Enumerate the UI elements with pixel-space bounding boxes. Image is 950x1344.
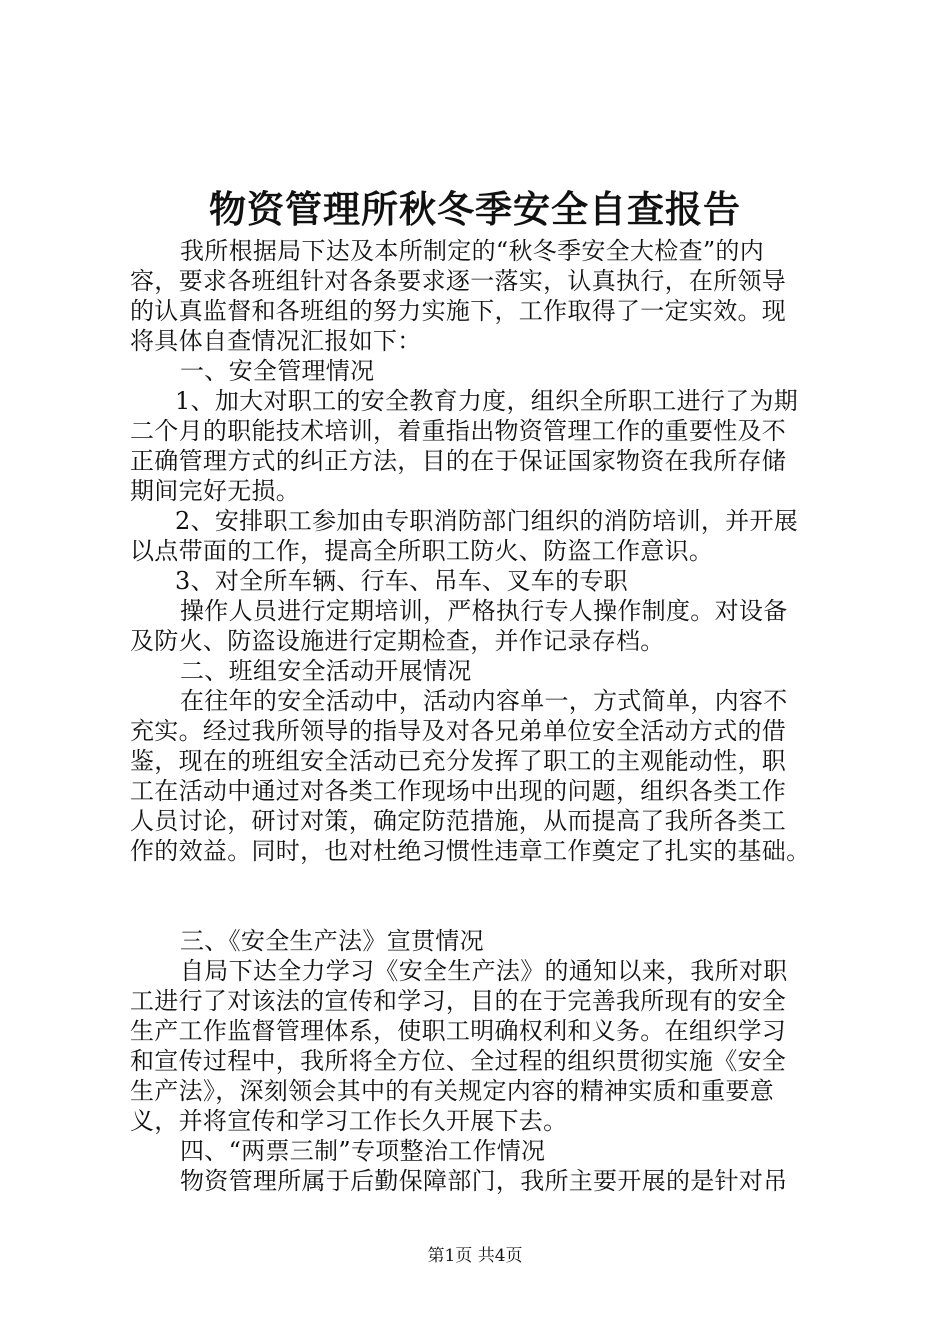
body-line: 将具体自查情况汇报如下：	[130, 327, 422, 355]
body-line: 期间完好无损。	[130, 477, 301, 505]
body-line: 自局下达全力学习《安全生产法》的通知以来，我所对职	[180, 957, 788, 985]
section-heading: 四、“两票三制”专项整治工作情况	[180, 1137, 546, 1165]
body-line: 容，要求各班组针对各条要求逐一落实，认真执行，在所领导	[130, 267, 787, 295]
body-line: 人员讨论，研讨对策，确定防范措施，从而提高了我所各类工	[130, 807, 787, 835]
body-line: 的认真监督和各班组的努力实施下，工作取得了一定实效。现	[130, 297, 787, 325]
body-line: 和宣传过程中，我所将全方位、全过程的组织贯彻实施《安全	[130, 1047, 787, 1075]
body-line: 我所根据局下达及本所制定的“秋冬季安全大检查”的内	[180, 237, 765, 265]
body-line: 生产法》，深刻领会其中的有关规定内容的精神实质和重要意	[130, 1077, 775, 1105]
body-line: 及防火、防盗设施进行定期检查，并作记录存档。	[130, 627, 665, 655]
body-line: 作的效益。同时，也对杜绝习惯性违章工作奠定了扎实的基础。	[130, 837, 811, 865]
body-line: 正确管理方式的纠正方法，目的在于保证国家物资在我所存储	[130, 447, 787, 475]
body-line: 物资管理所属于后勤保障部门，我所主要开展的是针对吊	[180, 1167, 788, 1195]
section-heading: 一、安全管理情况	[180, 357, 375, 385]
body-line: 义，并将宣传和学习工作长久开展下去。	[130, 1107, 568, 1135]
section-heading: 三、《安全生产法》宣贯情况	[180, 927, 484, 955]
page-footer: 第1页 共4页	[427, 1246, 523, 1266]
body-line: 生产工作监督管理体系，使职工明确权利和义务。在组织学习	[130, 1017, 787, 1045]
document-title: 物资管理所秋冬季安全自查报告	[209, 187, 741, 231]
body-line: 在往年的安全活动中，活动内容单一，方式简单，内容不	[180, 687, 788, 715]
body-line: 工进行了对该法的宣传和学习，目的在于完善我所现有的安全	[130, 987, 787, 1015]
body-line: 以点带面的工作，提高全所职工防火、防盗工作意识。	[130, 537, 714, 565]
body-line: 2、安排职工参加由专职消防部门组织的消防培训，并开展	[175, 507, 799, 535]
body-line: 操作人员进行定期培训，严格执行专人操作制度。对设备	[180, 597, 788, 625]
body-line: 1、加大对职工的安全教育力度，组织全所职工进行了为期	[175, 387, 799, 415]
body-line: 工在活动中通过对各类工作现场中出现的问题，组织各类工作	[130, 777, 787, 805]
body-line: 3、对全所车辆、行车、吊车、叉车的专职	[175, 567, 628, 595]
body-line: 充实。经过我所领导的指导及对各兄弟单位安全活动方式的借	[130, 717, 787, 745]
paragraph-gap	[130, 866, 830, 926]
document-body	[130, 236, 830, 1196]
section-heading: 二、班组安全活动开展情况	[180, 657, 472, 685]
body-line: 鉴，现在的班组安全活动已充分发挥了职工的主观能动性，职	[130, 747, 787, 775]
body-line: 二个月的职能技术培训，着重指出物资管理工作的重要性及不	[130, 417, 787, 445]
